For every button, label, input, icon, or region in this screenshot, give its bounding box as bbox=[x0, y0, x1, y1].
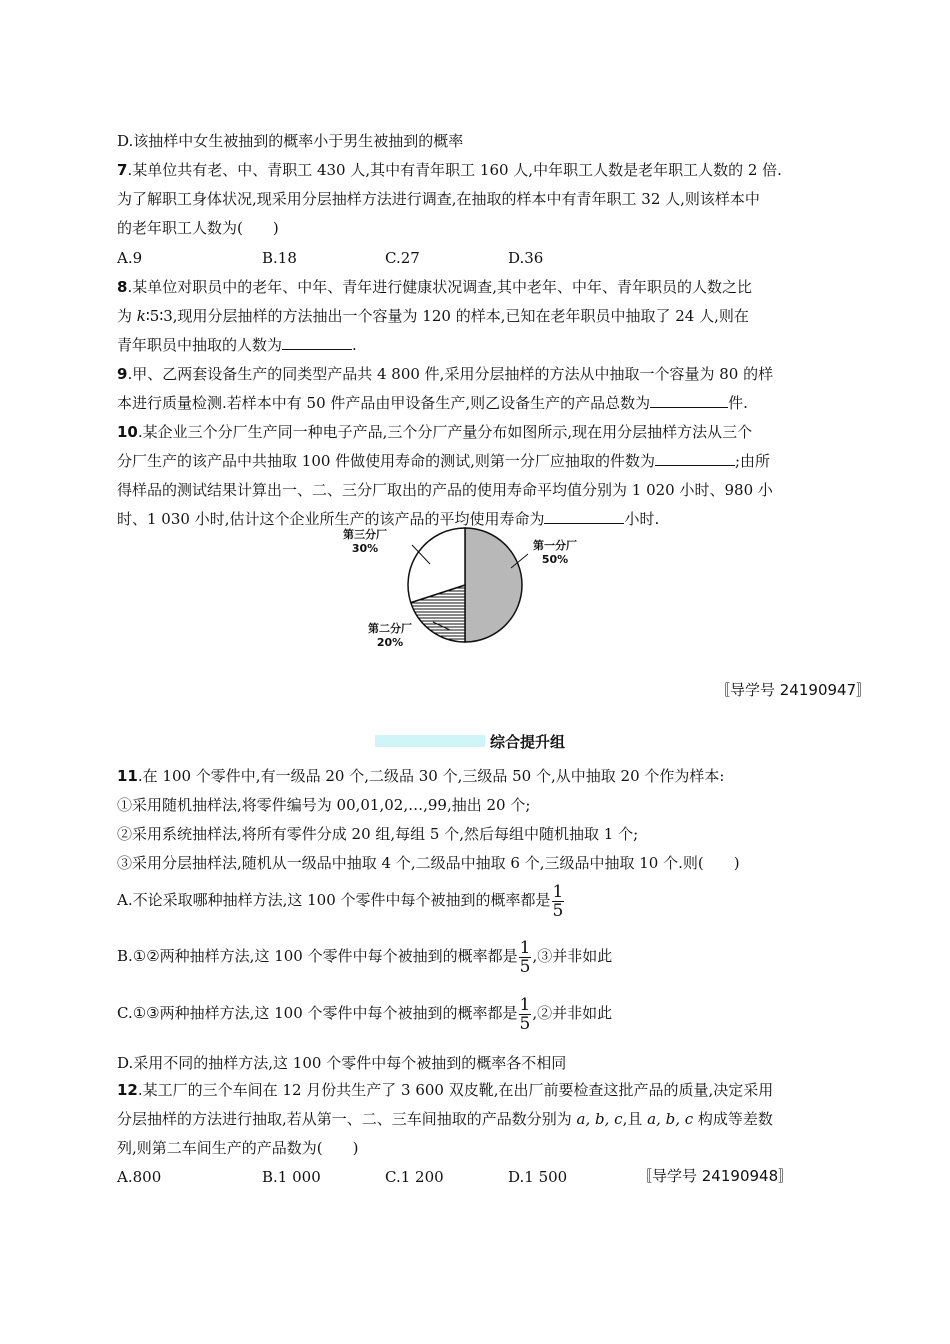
q7-line-1 bbox=[117, 160, 782, 180]
q12-number: 12 bbox=[117, 1081, 138, 1099]
pie-label-2-name: 第二分厂 bbox=[368, 622, 412, 635]
q9-text-1: .甲、乙两套设备生产的同类型产品共 4 800 件,采用分层抽样的方法从中抽取一个容量为 80 的样 bbox=[127, 365, 774, 383]
q7-text-1: .某单位共有老、中、青职工 430 人,其中有青年职工 160 人,中年职工人数是老年职工人数的 2 倍. bbox=[127, 161, 782, 179]
q8-answer-blank[interactable] bbox=[282, 335, 352, 350]
pie-label-2 bbox=[368, 622, 412, 650]
q9-line-1 bbox=[117, 364, 773, 384]
fraction-c-num: 1 bbox=[519, 994, 531, 1015]
fraction-a-num: 1 bbox=[552, 881, 564, 902]
fraction-a bbox=[552, 883, 565, 920]
q7-options bbox=[117, 248, 543, 268]
fraction-b-num: 1 bbox=[519, 937, 531, 958]
q11-option-b bbox=[117, 936, 612, 976]
q11-text-1: .在 100 个零件中,有一级品 20 个,二级品 30 个,三级品 50 个,从中抽取 20 个作为样本: bbox=[137, 767, 725, 785]
q12-option-c: C.1 200 bbox=[385, 1168, 444, 1186]
q10-text-4-end: 小时. bbox=[624, 510, 660, 528]
q10-number: 10 bbox=[117, 423, 138, 441]
ref-number-1: 〚导学号 24190947〛 bbox=[715, 681, 872, 699]
pie-label-1-name: 第一分厂 bbox=[533, 539, 577, 552]
pie-label-2-pct: 20% bbox=[376, 636, 404, 649]
q12-line-1 bbox=[117, 1080, 773, 1100]
q7-option-b: B.18 bbox=[262, 249, 297, 267]
q8-line-1 bbox=[117, 277, 752, 297]
q9-text-2: 本进行质量检测.若样本中有 50 件产品由甲设备生产,则乙设备生产的产品总数为 bbox=[117, 394, 651, 412]
q11-number: 11 bbox=[117, 767, 138, 785]
q11-line-4: ③采用分层抽样法,随机从一级品中抽取 4 个,二级品中抽取 6 个,三级品中抽取 10 个.则( ) bbox=[117, 854, 740, 872]
q12-option-d: D.1 500 bbox=[508, 1168, 568, 1186]
pie-chart bbox=[335, 518, 635, 668]
q11-option-b-text: B.①②两种抽样方法,这 100 个零件中每个被抽到的概率都是 bbox=[117, 947, 518, 965]
fraction-c-den: 5 bbox=[519, 1013, 531, 1034]
q10-answer-blank-1[interactable] bbox=[655, 451, 735, 466]
q8-line-2 bbox=[117, 306, 749, 326]
pie-label-1-pct: 50% bbox=[541, 553, 569, 566]
q8-line-3 bbox=[117, 335, 357, 355]
q8-text-1: .某单位对职员中的老年、中年、青年进行健康状况调查,其中老年、中年、青年职员的人数之比 bbox=[127, 278, 752, 296]
q8-text-3-end: . bbox=[352, 336, 357, 354]
q12-option-b: B.1 000 bbox=[262, 1168, 321, 1186]
q10-text-4: 时、1 030 小时,估计这个企业所生产的该产品的平均使用寿命为 bbox=[117, 510, 545, 528]
q12-option-a: A.800 bbox=[117, 1168, 162, 1186]
q7-number: 7 bbox=[117, 161, 128, 179]
fraction-a-den: 5 bbox=[552, 900, 564, 921]
q7-line-2: 为了解职工身体状况,现采用分层抽样方法进行调查,在抽取的样本中有青年职工 32 人,则该样本中 bbox=[117, 190, 760, 208]
pie-slice-1 bbox=[465, 528, 522, 642]
q9-number: 9 bbox=[117, 365, 128, 383]
fraction-c bbox=[519, 996, 532, 1033]
q12-text-1: .某工厂的三个车间在 12 月份共生产了 3 600 双皮靴,在出厂前要检查这批产品的质量,决定采用 bbox=[137, 1081, 774, 1099]
q12-vars-2: a, b, c bbox=[647, 1110, 694, 1128]
q10-text-1: .某企业三个分厂生产同一种电子产品,三个分厂产量分布如图所示,现在用分层抽样方法从三个 bbox=[137, 423, 753, 441]
fraction-b bbox=[519, 939, 532, 976]
q12-text-2a: 分层抽样的方法进行抽取,若从第一、二、三车间抽取的产品数分别为 bbox=[117, 1110, 577, 1128]
q11-line-3: ②采用系统抽样法,将所有零件分成 20 组,每组 5 个,然后每组中随机抽取 1 个; bbox=[117, 825, 639, 843]
q12-line-2 bbox=[117, 1109, 773, 1129]
q8-text-2b: ∶5∶3,现用分层抽样的方法抽出一个容量为 120 的样本,已知在老年职员中抽取了 24 人,则在 bbox=[145, 307, 749, 325]
q12-text-2c: 构成等差数 bbox=[693, 1110, 773, 1128]
q8-number: 8 bbox=[117, 278, 128, 296]
q12-line-3: 列,则第二车间生产的产品数为( ) bbox=[117, 1139, 359, 1157]
q7-line-3: 的老年职工人数为( ) bbox=[117, 219, 279, 237]
q7-option-c: C.27 bbox=[385, 249, 420, 267]
q6-option-d: D.该抽样中女生被抽到的概率小于男生被抽到的概率 bbox=[117, 132, 464, 150]
pie-label-3-pct: 30% bbox=[351, 542, 379, 555]
q9-text-2-end: 件. bbox=[728, 394, 748, 412]
section-bar bbox=[375, 735, 485, 747]
pie-label-3-name: 第三分厂 bbox=[343, 528, 387, 541]
q8-var-k: k bbox=[136, 307, 146, 325]
q11-option-a bbox=[117, 880, 565, 920]
pie-label-3 bbox=[343, 528, 387, 556]
q7-option-d: D.36 bbox=[508, 249, 544, 267]
q11-option-c bbox=[117, 993, 612, 1033]
q11-option-b-end: ,③并非如此 bbox=[532, 947, 613, 965]
q12-options bbox=[117, 1167, 567, 1187]
q10-line-3: 得样品的测试结果计算出一、二、三分厂取出的产品的使用寿命平均值分别为 1 020 小时、980 小 bbox=[117, 481, 773, 499]
q11-option-c-text: C.①③两种抽样方法,这 100 个零件中每个被抽到的概率都是 bbox=[117, 1004, 518, 1022]
q11-line-1 bbox=[117, 766, 724, 786]
q10-text-2: 分厂生产的该产品中共抽取 100 件做使用寿命的测试,则第一分厂应抽取的件数为 bbox=[117, 452, 655, 470]
q10-line-2 bbox=[117, 451, 770, 471]
q9-line-2 bbox=[117, 393, 748, 413]
q8-text-3: 青年职员中抽取的人数为 bbox=[117, 336, 283, 354]
section-title: 综合提升组 bbox=[490, 733, 566, 751]
q12-vars-1: a, b, c bbox=[576, 1110, 623, 1128]
q12-text-2b: ,且 bbox=[622, 1110, 648, 1128]
q9-answer-blank[interactable] bbox=[650, 393, 728, 408]
q11-option-c-end: ,②并非如此 bbox=[532, 1004, 613, 1022]
q11-line-2: ①采用随机抽样法,将零件编号为 00,01,02,…,99,抽出 20 个; bbox=[117, 796, 531, 814]
q11-option-a-text: A.不论采取哪种抽样方法,这 100 个零件中每个被抽到的概率都是 bbox=[117, 891, 551, 909]
q8-text-2a: 为 bbox=[117, 307, 137, 325]
fraction-b-den: 5 bbox=[519, 956, 531, 977]
q11-option-d: D.采用不同的抽样方法,这 100 个零件中每个被抽到的概率各不相同 bbox=[117, 1054, 567, 1072]
ref-number-2: 〚导学号 24190948〛 bbox=[637, 1167, 794, 1185]
q10-text-2-end: ;由所 bbox=[734, 452, 771, 470]
pie-label-1 bbox=[533, 539, 577, 567]
q7-option-a: A.9 bbox=[117, 249, 143, 267]
q10-line-1 bbox=[117, 422, 752, 442]
